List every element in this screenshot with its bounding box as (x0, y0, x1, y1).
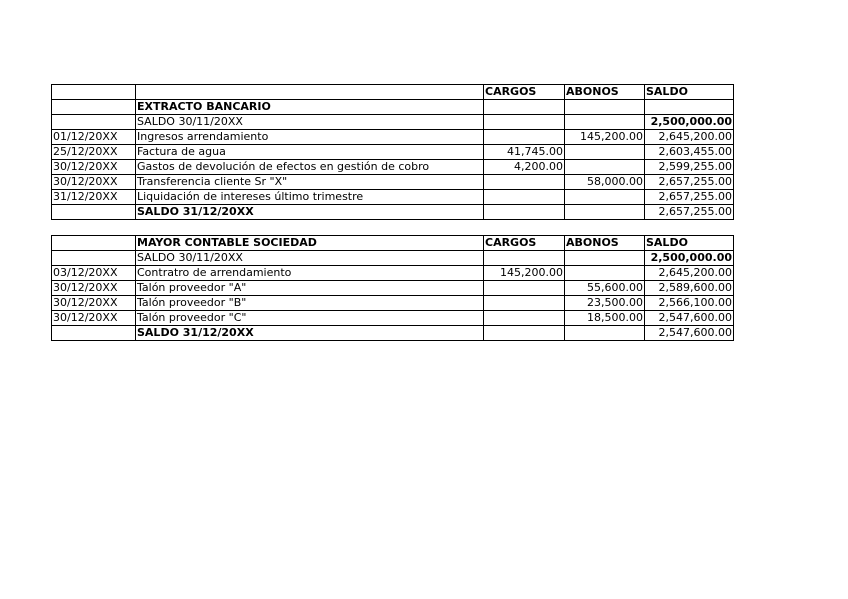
cell-date[interactable]: 03/12/20XX (52, 266, 136, 281)
header-cell-date[interactable] (52, 236, 136, 251)
opening-balance-value[interactable]: 2,500,000.00 (645, 115, 734, 130)
table-title-row (52, 100, 734, 115)
table-row (52, 266, 734, 281)
cell-abonos[interactable] (565, 190, 645, 205)
opening-balance-label[interactable]: SALDO 30/11/20XX (136, 115, 484, 130)
opening-balance-label[interactable]: SALDO 30/11/20XX (136, 251, 484, 266)
ledger-table (51, 235, 734, 341)
header-saldo[interactable]: SALDO (645, 236, 734, 251)
cell-saldo[interactable]: 2,547,600.00 (645, 311, 734, 326)
header-cell-desc[interactable] (136, 85, 484, 100)
table-row (52, 160, 734, 175)
cell-date[interactable]: 25/12/20XX (52, 145, 136, 160)
table-header-row (52, 236, 734, 251)
cell-date[interactable]: 31/12/20XX (52, 190, 136, 205)
closing-balance-row (52, 205, 734, 220)
cell-empty[interactable] (52, 251, 136, 266)
cell-desc[interactable]: Talón proveedor "B" (136, 296, 484, 311)
cell-empty[interactable] (52, 115, 136, 130)
header-abonos[interactable]: ABONOS (565, 85, 645, 100)
cell-abonos[interactable] (565, 266, 645, 281)
header-cargos[interactable]: CARGOS (484, 236, 565, 251)
table-row (52, 190, 734, 205)
closing-balance-row (52, 326, 734, 341)
cell-cargos[interactable] (484, 175, 565, 190)
cell-abonos[interactable]: 55,600.00 (565, 281, 645, 296)
cell-date[interactable]: 30/12/20XX (52, 281, 136, 296)
cell-empty[interactable] (484, 205, 565, 220)
table-title[interactable]: MAYOR CONTABLE SOCIEDAD (136, 236, 484, 251)
closing-balance-label[interactable]: SALDO 31/12/20XX (136, 326, 484, 341)
cell-cargos[interactable] (484, 296, 565, 311)
cell-desc[interactable]: Talón proveedor "A" (136, 281, 484, 296)
header-cargos[interactable]: CARGOS (484, 85, 565, 100)
opening-balance-value[interactable]: 2,500,000.00 (645, 251, 734, 266)
cell-empty[interactable] (484, 326, 565, 341)
cell-cargos[interactable]: 4,200.00 (484, 160, 565, 175)
cell-desc[interactable]: Gastos de devolución de efectos en gestión de cobro (136, 160, 484, 175)
cell-desc[interactable]: Talón proveedor "C" (136, 311, 484, 326)
table-row (52, 130, 734, 145)
cell-desc[interactable]: Factura de agua (136, 145, 484, 160)
bank-statement-table (51, 84, 734, 220)
table-row (52, 175, 734, 190)
cell-empty[interactable] (565, 326, 645, 341)
cell-saldo[interactable]: 2,657,255.00 (645, 175, 734, 190)
closing-balance-value[interactable]: 2,547,600.00 (645, 326, 734, 341)
closing-balance-value[interactable]: 2,657,255.00 (645, 205, 734, 220)
table-title[interactable]: EXTRACTO BANCARIO (136, 100, 484, 115)
cell-saldo[interactable]: 2,603,455.00 (645, 145, 734, 160)
cell-date[interactable]: 30/12/20XX (52, 296, 136, 311)
cell-abonos[interactable] (565, 145, 645, 160)
header-cell-date[interactable] (52, 85, 136, 100)
cell-abonos[interactable]: 18,500.00 (565, 311, 645, 326)
cell-abonos[interactable]: 23,500.00 (565, 296, 645, 311)
cell-empty[interactable] (565, 100, 645, 115)
cell-empty[interactable] (565, 115, 645, 130)
opening-balance-row (52, 115, 734, 130)
cell-empty[interactable] (52, 205, 136, 220)
cell-empty[interactable] (484, 100, 565, 115)
table-header-row (52, 85, 734, 100)
cell-saldo[interactable]: 2,566,100.00 (645, 296, 734, 311)
table-row (52, 296, 734, 311)
cell-cargos[interactable]: 41,745.00 (484, 145, 565, 160)
cell-saldo[interactable]: 2,645,200.00 (645, 130, 734, 145)
cell-abonos[interactable] (565, 160, 645, 175)
table-row (52, 145, 734, 160)
cell-cargos[interactable] (484, 281, 565, 296)
cell-empty[interactable] (484, 115, 565, 130)
cell-empty[interactable] (645, 100, 734, 115)
cell-empty[interactable] (52, 326, 136, 341)
cell-cargos[interactable] (484, 190, 565, 205)
header-saldo[interactable]: SALDO (645, 85, 734, 100)
cell-desc[interactable]: Ingresos arrendamiento (136, 130, 484, 145)
cell-cargos[interactable] (484, 311, 565, 326)
cell-date[interactable]: 30/12/20XX (52, 311, 136, 326)
header-abonos[interactable]: ABONOS (565, 236, 645, 251)
opening-balance-row (52, 251, 734, 266)
cell-date[interactable]: 30/12/20XX (52, 160, 136, 175)
cell-abonos[interactable]: 145,200.00 (565, 130, 645, 145)
cell-desc[interactable]: Liquidación de intereses último trimestre (136, 190, 484, 205)
closing-balance-label[interactable]: SALDO 31/12/20XX (136, 205, 484, 220)
cell-empty[interactable] (52, 100, 136, 115)
cell-saldo[interactable]: 2,657,255.00 (645, 190, 734, 205)
cell-date[interactable]: 30/12/20XX (52, 175, 136, 190)
cell-saldo[interactable]: 2,599,255.00 (645, 160, 734, 175)
table-row (52, 281, 734, 296)
cell-cargos[interactable] (484, 130, 565, 145)
cell-saldo[interactable]: 2,589,600.00 (645, 281, 734, 296)
cell-saldo[interactable]: 2,645,200.00 (645, 266, 734, 281)
cell-desc[interactable]: Transferencia cliente Sr "X" (136, 175, 484, 190)
cell-abonos[interactable]: 58,000.00 (565, 175, 645, 190)
cell-empty[interactable] (484, 251, 565, 266)
cell-cargos[interactable]: 145,200.00 (484, 266, 565, 281)
table-row (52, 311, 734, 326)
cell-empty[interactable] (565, 205, 645, 220)
cell-date[interactable]: 01/12/20XX (52, 130, 136, 145)
cell-empty[interactable] (565, 251, 645, 266)
cell-desc[interactable]: Contratro de arrendamiento (136, 266, 484, 281)
